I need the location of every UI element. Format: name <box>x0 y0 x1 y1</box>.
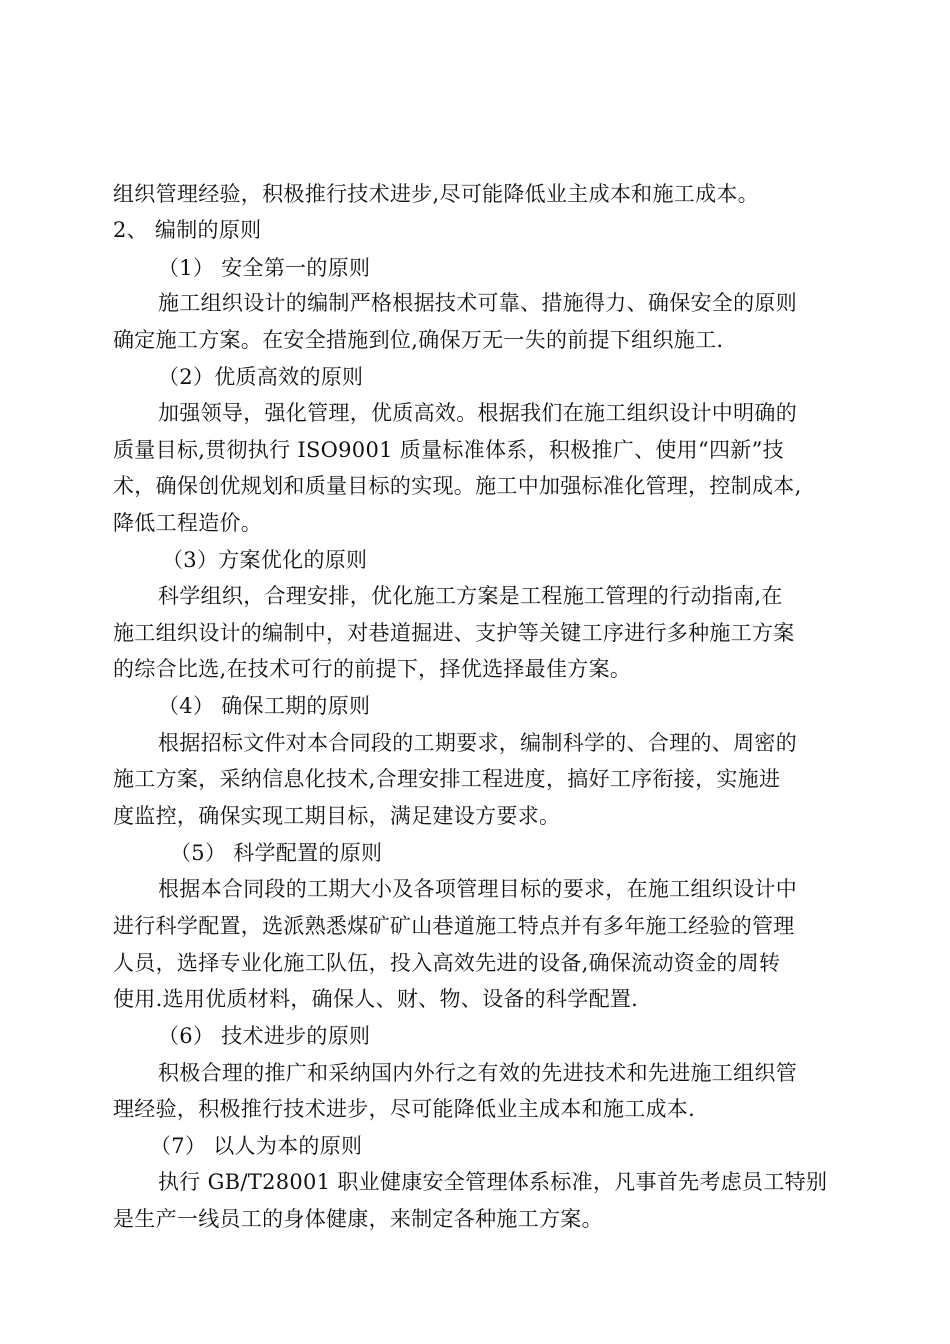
paragraph-line: 的综合比选,在技术可行的前提下，择优选择最佳方案。 <box>113 657 632 681</box>
paragraph-line: 根据招标文件对本合同段的工期要求，编制科学的、合理的、周密的 <box>158 731 797 755</box>
paragraph-line: 降低工程造价。 <box>113 511 263 535</box>
paragraph-line: 科学组织，合理安排，优化施工方案是工程施工管理的行动指南,在 <box>158 584 783 608</box>
paragraph-line: 度监控，确保实现工期目标，满足建设方要求。 <box>113 804 561 828</box>
subsection-heading: （5） 科学配置的原则 <box>170 841 383 865</box>
subsection-heading: （3）方案优化的原则 <box>162 548 368 572</box>
paragraph-line: 施工组织设计的编制严格根据技术可靠、措施得力、确保安全的原则 <box>158 291 797 315</box>
subsection-heading: （1） 安全第一的原则 <box>158 256 371 280</box>
paragraph-line: 执行 GB/T28001 职业健康安全管理体系标准，凡事首先考虑员工特别 <box>158 1170 828 1194</box>
paragraph-line: 质量目标,贯彻执行 ISO9001 质量标准体系，积极推广、使用“四新”技 <box>113 438 784 462</box>
paragraph-line: 根据本合同段的工期大小及各项管理目标的要求，在施工组织设计中 <box>158 877 797 901</box>
paragraph-line: 施工组织设计的编制中，对巷道掘进、支护等关键工序进行多种施工方案 <box>113 621 795 645</box>
paragraph-line: 使用.选用优质材料，确保人、财、物、设备的科学配置. <box>113 987 639 1011</box>
paragraph-line: 是生产一线员工的身体健康，来制定各种施工方案。 <box>113 1207 603 1231</box>
paragraph-line: 加强领导，强化管理，优质高效。根据我们在施工组织设计中明确的 <box>158 401 797 425</box>
paragraph-line: 理经验，积极推行技术进步，尽可能降低业主成本和施工成本. <box>113 1097 696 1121</box>
paragraph-line: 术，确保创优规划和质量目标的实现。施工中加强标准化管理，控制成本, <box>113 474 802 498</box>
subsection-heading: （2）优质高效的原则 <box>158 365 364 389</box>
paragraph-line: 组织管理经验，积极推行技术进步,尽可能降低业主成本和施工成本。 <box>113 182 759 206</box>
subsection-heading: （7） 以人为本的原则 <box>150 1134 363 1158</box>
section-heading: 2、 编制的原则 <box>113 218 262 242</box>
subsection-heading: （6） 技术进步的原则 <box>158 1024 371 1048</box>
paragraph-line: 进行科学配置，选派熟悉煤矿矿山巷道施工特点并有多年施工经验的管理 <box>113 914 795 938</box>
paragraph-line: 人员，选择专业化施工队伍，投入高效先进的设备,确保流动资金的周转 <box>113 951 781 975</box>
paragraph-line: 积极合理的推广和采纳国内外行之有效的先进技术和先进施工组织管 <box>158 1061 797 1085</box>
subsection-heading: （4） 确保工期的原则 <box>158 694 371 718</box>
paragraph-line: 确定施工方案。在安全措施到位,确保万无一失的前提下组织施工. <box>113 328 724 352</box>
paragraph-line: 施工方案，采纳信息化技术,合理安排工程进度，搞好工序衔接，实施进 <box>113 767 781 791</box>
